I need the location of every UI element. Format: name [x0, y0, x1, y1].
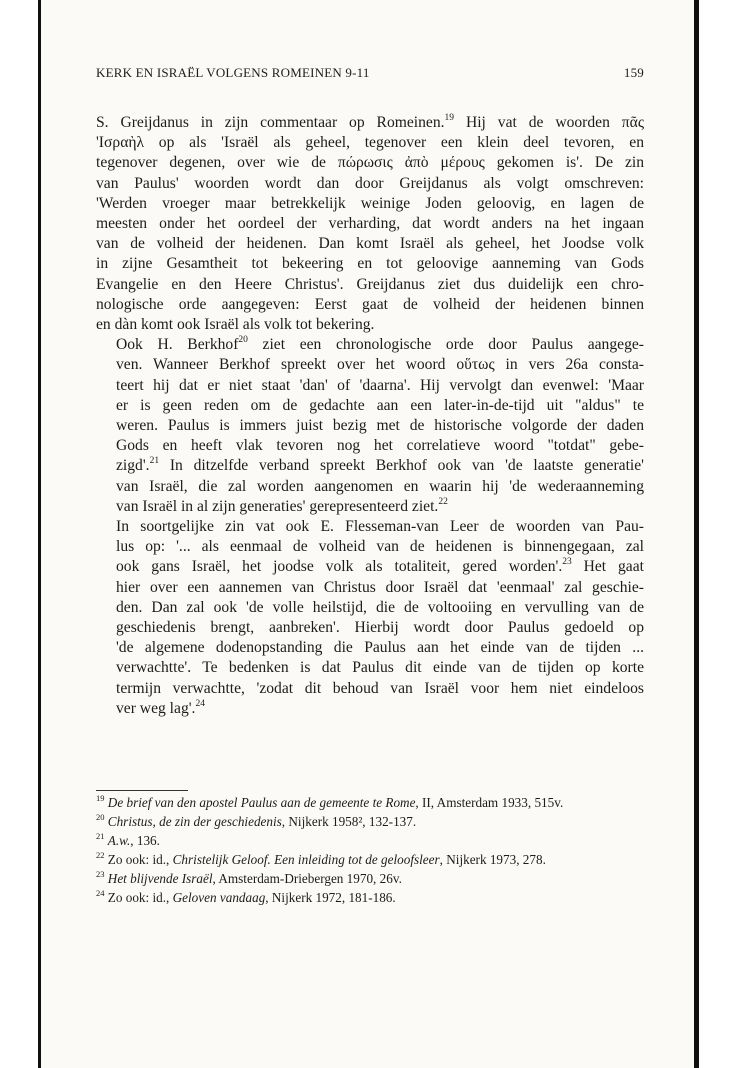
text-line: ook gans Israël, het joodse volk als totaliteit, gered worden'.$^{23}$ Het gaat — [116, 557, 644, 576]
paragraph — [96, 335, 644, 517]
footnote: $^{22}$ Zo ook: id., Christelijk Geloof. Een inleiding tot de geloofsleer, Nijkerk 1973, 278. — [96, 849, 546, 867]
footnote-reference: 20 — [238, 335, 248, 346]
text-line: geschiedenis brengt, aanbreken'. Hierbij wordt door Paulus gedoeld op — [116, 619, 644, 637]
text-line: zigd'.$^{21}$ In ditzelfde verband spreekt Berkhof ook van 'de laatste generatie' — [116, 456, 644, 475]
text-line: van de volheid der heidenen. Dan komt Israël als geheel, het Joodse volk — [96, 235, 644, 253]
footnote: $^{19}$ De brief van den apostel Paulus aan de gemeente te Rome, II, Amsterdam 1933, 515v. — [96, 792, 564, 810]
text-line: teert hij dat er niet staat 'dan' of 'daarna'. Hij vervolgt dan evenwel: 'Maar — [116, 376, 644, 394]
text-line: hier over een aannemen van Christus door Israël dat 'eenmaal' zal geschie- — [116, 578, 644, 596]
footnote-title: Het blijvende Israël — [107, 871, 213, 886]
text-line: Ook H. Berkhof$^{20}$ ziet een chronologische orde door Paulus aangege- — [116, 335, 644, 354]
text-line: weren. Paulus is immers juist bezig met de historische volgorde der daden — [116, 417, 644, 435]
text-line: Evangelie en den Heere Christus'. Greijdanus ziet dus duidelijk een chro- — [96, 275, 644, 293]
footnote-reference: 19 — [444, 112, 455, 123]
text-line: er is geen reden om de gedachte aan een later-in-de-tijd uit "aldus" te — [116, 396, 644, 414]
footnote: $^{23}$ Het blijvende Israël, Amsterdam-Driebergen 1970, 26v. — [96, 868, 402, 886]
footnote-title: Geloven vandaag — [172, 890, 266, 905]
footnote-reference: 23 — [562, 557, 572, 568]
text-line: meesten onder het oordeel der verharding, dat wordt anders na het ingaan — [96, 215, 644, 233]
paragraph — [96, 517, 644, 719]
text-line: tegenover degenen, over wie de πώρωσις ἀπὸ μέρους gekomen is'. De zin — [96, 154, 644, 172]
text-line: Gods en heeft vlak tevoren nog het correlatieve woord "totdat" gebe- — [116, 437, 644, 455]
footnote-number: 19 — [96, 792, 105, 803]
text-line: in zijne Gesamtheit tot bekeering en tot geloovige aanneming van Gods — [96, 255, 644, 273]
text-line: van Israël in al zijn generaties' gerepresenteerd ziet.$^{22}$ — [116, 496, 448, 515]
text-line: van Israël, die zal worden aangenomen en waarin hij 'de wederaanneming — [116, 477, 644, 495]
footnote-title: Christelijk Geloof. Een inleiding tot de geloofsleer — [172, 852, 440, 867]
footnote-separator — [96, 790, 188, 791]
text-line: en dàn komt ook Israël als volk tot bekering. — [96, 316, 375, 334]
footnote-number: 22 — [96, 849, 105, 860]
text-line: termijn verwachtte, 'zodat dit behoud van Israël voor hem niet eindeloos — [116, 679, 644, 697]
text-line: van Paulus' woorden wordt dan door Greijdanus als volgt omschreven: — [96, 174, 644, 192]
footnote-reference: 24 — [195, 698, 205, 709]
footnote-title: A.w. — [107, 833, 131, 848]
footnote-number: 20 — [96, 811, 105, 822]
running-title: KERK EN ISRAËL VOLGENS ROMEINEN 9-11 — [96, 65, 370, 80]
paragraph — [96, 113, 644, 335]
footnotes — [96, 794, 644, 908]
footnote-number: 23 — [96, 868, 105, 879]
text-line: 'de algemene dodenopstanding die Paulus aan het einde van de tijden ... — [116, 639, 644, 657]
footnote-title: De brief van den apostel Paulus aan de gemeente te Rome — [107, 795, 416, 810]
footnote-reference: 21 — [149, 456, 160, 467]
text-line: S. Greijdanus in zijn commentaar op Romeinen.$^{19}$ Hij vat de woorden πᾶς — [96, 112, 645, 131]
footnote-number: 21 — [96, 830, 105, 841]
footnote: $^{20}$ Christus, de zin der geschiedenis, Nijkerk 1958², 132-137. — [96, 811, 417, 829]
text-line: 'Werden vroeger maar betrekkelijk weinige Joden geloovig, en lagen de — [96, 194, 644, 212]
text-line: ver weg lag'.$^{24}$ — [116, 698, 205, 717]
text-line: den. Dan zal ook 'de volle heilstijd, die de voltooiing en vervulling van de — [116, 598, 644, 616]
right-scan-border — [694, 0, 699, 1068]
page-number: 159 — [623, 65, 644, 80]
footnote-reference: 22 — [438, 496, 448, 507]
footnote: $^{21}$ A.w., 136. — [96, 830, 160, 848]
text-line: lus op: '... als eenmaal de volheid van de heidenen is binnengegaan, zal — [116, 538, 644, 556]
footnote-title: Christus, de zin der geschiedenis — [107, 814, 282, 829]
text-line: 'Ισραὴλ op als 'Israël als geheel, tegenover een klein deel tevoren, en — [96, 134, 644, 152]
text-line: In soortgelijke zin vat ook E. Flesseman-van Leer de woorden van Pau- — [116, 518, 644, 536]
text-line: ven. Wanneer Berkhof spreekt over het woord οὕτως in vers 26a consta- — [116, 356, 644, 374]
left-scan-border — [38, 0, 41, 1068]
footnote: $^{24}$ Zo ook: id., Geloven vandaag, Nijkerk 1972, 181-186. — [96, 887, 396, 905]
footnote-number: 24 — [96, 887, 105, 898]
body-text — [96, 113, 644, 719]
text-line: nologische orde aangegeven: Eerst gaat de volheid der heidenen binnen — [96, 295, 644, 313]
text-line: verwachtte'. Te bedenken is dat Paulus dit einde van de tijden op korte — [116, 659, 644, 677]
